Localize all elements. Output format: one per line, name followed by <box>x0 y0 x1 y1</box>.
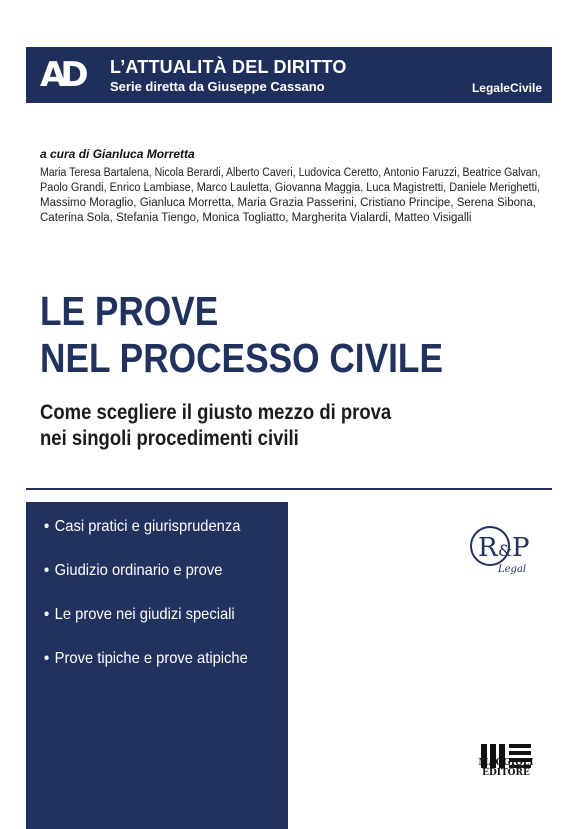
series-logo <box>40 55 83 95</box>
subtitle-line: nei singoli procedimenti civili <box>40 427 299 450</box>
topic-label: Le prove nei giudizi speciali <box>54 606 235 623</box>
authors-list <box>40 166 540 226</box>
svg-text:Legal: Legal <box>498 564 527 575</box>
book-title <box>40 288 443 382</box>
title-line: NEL PROCESSO CIVILE <box>40 335 443 381</box>
series-band <box>26 47 552 103</box>
topic-item <box>44 518 248 562</box>
topic-label: Giudizio ordinario e prove <box>54 562 223 579</box>
publisher-name <box>470 758 542 778</box>
subtitle-line: Come scegliere il giusto mezzo di prova <box>40 401 392 424</box>
topic-label: Casi pratici e giurisprudenza <box>54 518 241 535</box>
topic-item <box>44 606 248 650</box>
bullet-icon: • <box>44 606 50 623</box>
svg-text:P: P <box>512 533 530 563</box>
svg-text:&: & <box>498 541 513 560</box>
topic-label: Prove tipiche e prove atipiche <box>54 650 248 667</box>
topic-item <box>44 650 248 694</box>
title-line: LE PROVE <box>40 288 219 334</box>
topic-item <box>44 562 248 606</box>
editor-credit: a cura di Gianluca Morretta <box>40 147 195 161</box>
divider <box>26 488 552 490</box>
series-logo-text: AD <box>40 55 83 95</box>
rp-legal-logo <box>468 522 538 582</box>
bullet-icon: • <box>44 650 50 667</box>
publisher-line: EDITORE <box>482 768 530 778</box>
series-title: L’ATTUALITÀ DEL DIRITTO <box>110 57 347 77</box>
bullet-icon: • <box>44 562 50 579</box>
svg-text:R: R <box>478 533 498 563</box>
bullet-icon: • <box>44 518 50 535</box>
topics-box <box>26 502 288 829</box>
series-subtitle: Serie diretta da Giuseppe Cassano <box>110 79 325 94</box>
authors-line: Massimo Moraglio, Gianluca Morretta, Maria Grazia Passerini, Cristiano Principe, Serena Sibona, <box>40 197 536 209</box>
topics-list <box>44 518 266 694</box>
publisher-line: MAGGIOLI <box>478 758 534 768</box>
authors-line: Caterina Sola, Stefania Tiengo, Monica Togliatto, Margherita Vialardi, Matteo Visigalli <box>40 212 472 224</box>
authors-line: Maria Teresa Bartalena, Nicola Berardi, Alberto Caveri, Ludovica Ceretto, Antonio Faruzzi, Beatrice Galvan, <box>40 167 541 179</box>
authors-line: Paolo Grandi, Enrico Lambiase, Marco Lauletta, Giovanna Maggia, Luca Magistretti, Daniele Merighetti, <box>40 182 541 194</box>
series-label: LegaleCivile <box>471 81 542 95</box>
book-subtitle <box>40 400 391 452</box>
